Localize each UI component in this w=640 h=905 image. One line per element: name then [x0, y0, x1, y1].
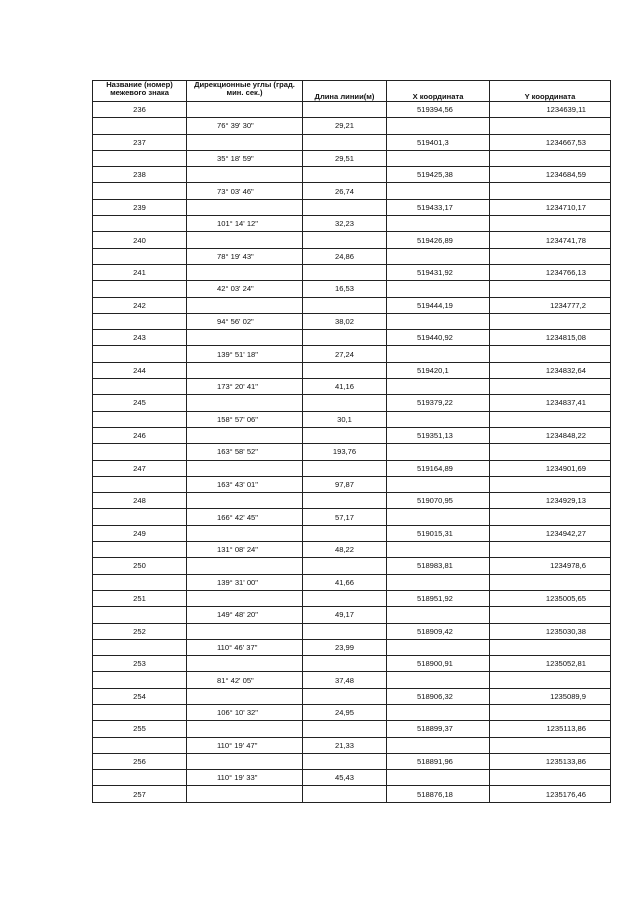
empty-cell [187, 362, 303, 378]
empty-cell [490, 346, 611, 362]
empty-cell [303, 753, 387, 769]
marker-name-cell: 242 [93, 297, 187, 313]
line-length-cell: 23,99 [303, 639, 387, 655]
direction-angle-cell: 73° 03' 46" [187, 183, 303, 199]
direction-angle-cell: 110° 19' 33" [187, 770, 303, 786]
empty-cell [187, 167, 303, 183]
line-length-cell: 49,17 [303, 607, 387, 623]
empty-cell [387, 509, 490, 525]
point-row [93, 460, 611, 476]
y-coordinate-cell: 1234766,13 [490, 264, 611, 280]
empty-cell [187, 134, 303, 150]
x-coordinate-cell: 519351,13 [387, 427, 490, 443]
segment-row [93, 379, 611, 395]
line-length-cell: 21,33 [303, 737, 387, 753]
direction-angle-cell: 78° 19' 43" [187, 248, 303, 264]
empty-cell [387, 444, 490, 460]
line-length-cell: 29,51 [303, 150, 387, 166]
empty-cell [490, 248, 611, 264]
segment-row [93, 118, 611, 134]
direction-angle-cell: 106° 10' 32" [187, 704, 303, 720]
empty-cell [303, 656, 387, 672]
empty-cell [303, 427, 387, 443]
empty-cell [490, 639, 611, 655]
segment-row [93, 737, 611, 753]
empty-cell [387, 542, 490, 558]
marker-name-cell: 245 [93, 395, 187, 411]
segment-row [93, 150, 611, 166]
empty-cell [387, 607, 490, 623]
x-coordinate-cell: 519379,22 [387, 395, 490, 411]
segment-row [93, 639, 611, 655]
line-length-cell: 32,23 [303, 216, 387, 232]
direction-angle-cell: 94° 56' 02" [187, 313, 303, 329]
empty-cell [93, 313, 187, 329]
empty-cell [93, 411, 187, 427]
point-row [93, 786, 611, 802]
x-coordinate-cell: 519394,56 [387, 102, 490, 118]
segment-row [93, 672, 611, 688]
segment-row [93, 411, 611, 427]
x-coordinate-cell: 519431,92 [387, 264, 490, 280]
point-row [93, 558, 611, 574]
y-coordinate-cell: 1235089,9 [490, 688, 611, 704]
y-coordinate-cell: 1235052,81 [490, 656, 611, 672]
segment-row [93, 444, 611, 460]
empty-cell [187, 525, 303, 541]
empty-cell [93, 639, 187, 655]
empty-cell [490, 476, 611, 492]
point-row [93, 297, 611, 313]
point-row [93, 134, 611, 150]
direction-angle-cell: 166° 42' 45" [187, 509, 303, 525]
empty-cell [490, 704, 611, 720]
segment-row [93, 313, 611, 329]
empty-cell [187, 721, 303, 737]
marker-name-cell: 254 [93, 688, 187, 704]
empty-cell [387, 770, 490, 786]
line-length-cell: 48,22 [303, 542, 387, 558]
y-coordinate-cell: 1235113,86 [490, 721, 611, 737]
empty-cell [490, 281, 611, 297]
marker-name-cell: 252 [93, 623, 187, 639]
empty-cell [93, 704, 187, 720]
point-row [93, 688, 611, 704]
empty-cell [93, 737, 187, 753]
point-row [93, 493, 611, 509]
empty-cell [490, 737, 611, 753]
marker-name-cell: 236 [93, 102, 187, 118]
y-coordinate-cell: 1234639,11 [490, 102, 611, 118]
empty-cell [490, 183, 611, 199]
y-coordinate-cell: 1234684,59 [490, 167, 611, 183]
header-y-coordinate: Y координата [490, 81, 611, 102]
marker-name-cell: 248 [93, 493, 187, 509]
empty-cell [303, 525, 387, 541]
y-coordinate-cell: 1234901,69 [490, 460, 611, 476]
direction-angle-cell: 149° 48' 20" [187, 607, 303, 623]
point-row [93, 721, 611, 737]
empty-cell [187, 395, 303, 411]
empty-cell [93, 248, 187, 264]
empty-cell [187, 199, 303, 215]
x-coordinate-cell: 518909,42 [387, 623, 490, 639]
empty-cell [387, 672, 490, 688]
empty-cell [187, 460, 303, 476]
header-x-coordinate: X координата [387, 81, 490, 102]
direction-angle-cell: 110° 19' 47" [187, 737, 303, 753]
empty-cell [93, 770, 187, 786]
y-coordinate-cell: 1234667,53 [490, 134, 611, 150]
marker-name-cell: 241 [93, 264, 187, 280]
empty-cell [93, 509, 187, 525]
point-row [93, 167, 611, 183]
line-length-cell: 57,17 [303, 509, 387, 525]
x-coordinate-cell: 518876,18 [387, 786, 490, 802]
marker-name-cell: 246 [93, 427, 187, 443]
empty-cell [187, 102, 303, 118]
direction-angle-cell: 139° 51' 18" [187, 346, 303, 362]
x-coordinate-cell: 518891,96 [387, 753, 490, 769]
empty-cell [93, 607, 187, 623]
y-coordinate-cell: 1235030,38 [490, 623, 611, 639]
direction-angle-cell: 76° 39' 30" [187, 118, 303, 134]
point-row [93, 656, 611, 672]
line-length-cell: 24,86 [303, 248, 387, 264]
empty-cell [387, 411, 490, 427]
marker-name-cell: 237 [93, 134, 187, 150]
marker-name-cell: 253 [93, 656, 187, 672]
empty-cell [387, 346, 490, 362]
header-line-length: Длина линии(м) [303, 81, 387, 102]
empty-cell [187, 297, 303, 313]
y-coordinate-cell: 1234837,41 [490, 395, 611, 411]
segment-row [93, 248, 611, 264]
empty-cell [490, 672, 611, 688]
line-length-cell: 37,48 [303, 672, 387, 688]
y-coordinate-cell: 1234942,27 [490, 525, 611, 541]
empty-cell [93, 379, 187, 395]
y-coordinate-cell: 1234777,2 [490, 297, 611, 313]
marker-name-cell: 238 [93, 167, 187, 183]
segment-row [93, 183, 611, 199]
line-length-cell: 27,24 [303, 346, 387, 362]
direction-angle-cell: 158° 57' 06" [187, 411, 303, 427]
x-coordinate-cell: 518899,37 [387, 721, 490, 737]
empty-cell [187, 493, 303, 509]
empty-cell [490, 216, 611, 232]
point-row [93, 427, 611, 443]
empty-cell [303, 264, 387, 280]
empty-cell [387, 313, 490, 329]
x-coordinate-cell: 518983,81 [387, 558, 490, 574]
empty-cell [303, 688, 387, 704]
empty-cell [490, 607, 611, 623]
direction-angle-cell: 173° 20' 41" [187, 379, 303, 395]
boundary-coordinates-table [92, 80, 611, 803]
empty-cell [387, 476, 490, 492]
point-row [93, 330, 611, 346]
line-length-cell: 24,95 [303, 704, 387, 720]
empty-cell [387, 639, 490, 655]
line-length-cell: 41,66 [303, 574, 387, 590]
header-direction-angle: Дирекционные углы (град. мин. сек.) [187, 81, 303, 102]
point-row [93, 623, 611, 639]
empty-cell [387, 118, 490, 134]
point-row [93, 264, 611, 280]
empty-cell [303, 297, 387, 313]
empty-cell [303, 590, 387, 606]
empty-cell [490, 379, 611, 395]
empty-cell [303, 232, 387, 248]
empty-cell [303, 362, 387, 378]
y-coordinate-cell: 1235005,65 [490, 590, 611, 606]
y-coordinate-cell: 1234832,64 [490, 362, 611, 378]
segment-row [93, 770, 611, 786]
x-coordinate-cell: 519015,31 [387, 525, 490, 541]
empty-cell [303, 167, 387, 183]
empty-cell [187, 590, 303, 606]
empty-cell [387, 150, 490, 166]
x-coordinate-cell: 519425,38 [387, 167, 490, 183]
line-length-cell: 97,87 [303, 476, 387, 492]
segment-row [93, 216, 611, 232]
empty-cell [93, 216, 187, 232]
empty-cell [187, 330, 303, 346]
empty-cell [490, 574, 611, 590]
x-coordinate-cell: 519420,1 [387, 362, 490, 378]
line-length-cell: 45,43 [303, 770, 387, 786]
empty-cell [303, 558, 387, 574]
segment-row [93, 704, 611, 720]
empty-cell [187, 753, 303, 769]
point-row [93, 362, 611, 378]
direction-angle-cell: 42° 03' 24" [187, 281, 303, 297]
y-coordinate-cell: 1234848,22 [490, 427, 611, 443]
direction-angle-cell: 81° 42' 05" [187, 672, 303, 688]
empty-cell [93, 444, 187, 460]
marker-name-cell: 255 [93, 721, 187, 737]
y-coordinate-cell: 1234815,08 [490, 330, 611, 346]
empty-cell [490, 509, 611, 525]
empty-cell [187, 558, 303, 574]
y-coordinate-cell: 1234978,6 [490, 558, 611, 574]
empty-cell [187, 623, 303, 639]
empty-cell [490, 444, 611, 460]
empty-cell [303, 493, 387, 509]
empty-cell [187, 264, 303, 280]
segment-row [93, 281, 611, 297]
empty-cell [93, 672, 187, 688]
empty-cell [490, 313, 611, 329]
direction-angle-cell: 101° 14' 12" [187, 216, 303, 232]
segment-row [93, 476, 611, 492]
direction-angle-cell: 110° 46' 37" [187, 639, 303, 655]
empty-cell [387, 248, 490, 264]
empty-cell [93, 542, 187, 558]
segment-row [93, 607, 611, 623]
point-row [93, 395, 611, 411]
empty-cell [93, 118, 187, 134]
direction-angle-cell: 163° 58' 52" [187, 444, 303, 460]
marker-name-cell: 250 [93, 558, 187, 574]
line-length-cell: 193,76 [303, 444, 387, 460]
direction-angle-cell: 163° 43' 01" [187, 476, 303, 492]
empty-cell [387, 574, 490, 590]
marker-name-cell: 244 [93, 362, 187, 378]
empty-cell [93, 346, 187, 362]
segment-row [93, 509, 611, 525]
line-length-cell: 41,16 [303, 379, 387, 395]
marker-name-cell: 247 [93, 460, 187, 476]
empty-cell [387, 183, 490, 199]
y-coordinate-cell: 1234929,13 [490, 493, 611, 509]
marker-name-cell: 240 [93, 232, 187, 248]
marker-name-cell: 249 [93, 525, 187, 541]
marker-name-cell: 251 [93, 590, 187, 606]
empty-cell [303, 623, 387, 639]
empty-cell [187, 427, 303, 443]
point-row [93, 199, 611, 215]
empty-cell [490, 411, 611, 427]
x-coordinate-cell: 519440,92 [387, 330, 490, 346]
empty-cell [490, 542, 611, 558]
empty-cell [490, 150, 611, 166]
direction-angle-cell: 35° 18' 59" [187, 150, 303, 166]
marker-name-cell: 257 [93, 786, 187, 802]
empty-cell [303, 395, 387, 411]
direction-angle-cell: 131° 08' 24" [187, 542, 303, 558]
line-length-cell: 26,74 [303, 183, 387, 199]
x-coordinate-cell: 519401,3 [387, 134, 490, 150]
empty-cell [303, 134, 387, 150]
line-length-cell: 16,53 [303, 281, 387, 297]
line-length-cell: 38,02 [303, 313, 387, 329]
segment-row [93, 574, 611, 590]
y-coordinate-cell: 1234741,78 [490, 232, 611, 248]
x-coordinate-cell: 519426,89 [387, 232, 490, 248]
x-coordinate-cell: 518906,32 [387, 688, 490, 704]
empty-cell [490, 770, 611, 786]
empty-cell [303, 330, 387, 346]
point-row [93, 590, 611, 606]
direction-angle-cell: 139° 31' 00" [187, 574, 303, 590]
empty-cell [490, 118, 611, 134]
empty-cell [187, 232, 303, 248]
x-coordinate-cell: 519070,95 [387, 493, 490, 509]
x-coordinate-cell: 519164,89 [387, 460, 490, 476]
point-row [93, 232, 611, 248]
segment-row [93, 346, 611, 362]
empty-cell [93, 281, 187, 297]
segment-row [93, 542, 611, 558]
empty-cell [387, 379, 490, 395]
x-coordinate-cell: 519433,17 [387, 199, 490, 215]
point-row [93, 753, 611, 769]
line-length-cell: 30,1 [303, 411, 387, 427]
empty-cell [93, 574, 187, 590]
x-coordinate-cell: 518900,91 [387, 656, 490, 672]
point-row [93, 525, 611, 541]
empty-cell [303, 786, 387, 802]
point-row [93, 102, 611, 118]
empty-cell [303, 460, 387, 476]
empty-cell [303, 102, 387, 118]
empty-cell [187, 786, 303, 802]
y-coordinate-cell: 1234710,17 [490, 199, 611, 215]
header-marker-name: Название (номер) межевого знака [93, 81, 187, 102]
empty-cell [187, 688, 303, 704]
marker-name-cell: 243 [93, 330, 187, 346]
table-body [93, 102, 611, 803]
empty-cell [93, 183, 187, 199]
marker-name-cell: 256 [93, 753, 187, 769]
marker-name-cell: 239 [93, 199, 187, 215]
empty-cell [303, 721, 387, 737]
x-coordinate-cell: 519444,19 [387, 297, 490, 313]
empty-cell [387, 216, 490, 232]
empty-cell [303, 199, 387, 215]
empty-cell [187, 656, 303, 672]
table-header-row [93, 81, 611, 102]
empty-cell [387, 704, 490, 720]
empty-cell [387, 281, 490, 297]
y-coordinate-cell: 1235133,86 [490, 753, 611, 769]
line-length-cell: 29,21 [303, 118, 387, 134]
empty-cell [93, 150, 187, 166]
x-coordinate-cell: 518951,92 [387, 590, 490, 606]
empty-cell [387, 737, 490, 753]
empty-cell [93, 476, 187, 492]
y-coordinate-cell: 1235176,46 [490, 786, 611, 802]
